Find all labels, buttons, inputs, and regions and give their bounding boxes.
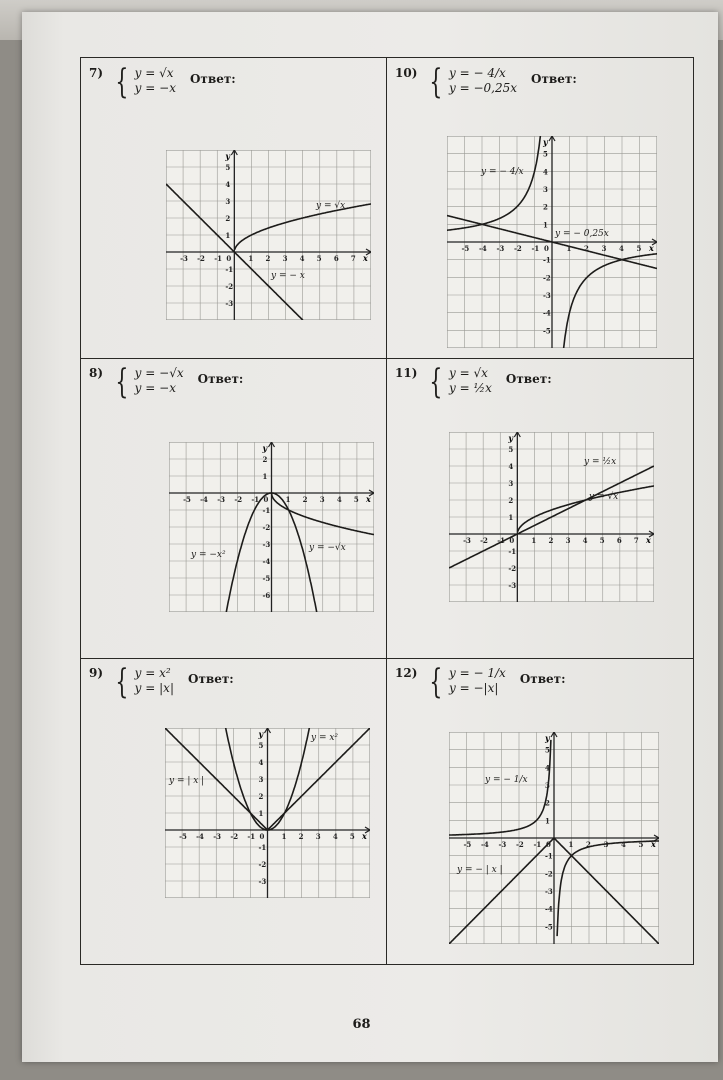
x-tick-label: 0 [259,832,265,841]
system-brace: { [429,662,443,702]
x-tick-label: 3 [565,536,571,545]
coordinate-grid-graph [166,150,371,320]
workbook-page [22,12,718,1062]
y-tick-label: 5 [258,741,264,750]
curve-label-2: y = √x [589,492,619,502]
x-tick-label: 2 [265,254,271,263]
problem-number: 8) [89,366,104,380]
x-tick-label: 4 [619,244,624,253]
y-tick-label: -5 [543,326,551,336]
equation-2: y = −0,25x [449,81,518,95]
x-tick-label: -4 [479,244,487,253]
curve-label-2: y = | x | [169,776,205,786]
x-tick-label: 1 [281,832,287,841]
x-tick-label: 4 [582,536,588,545]
problem-number: 12) [395,666,418,680]
x-tick-label: 7 [350,254,356,263]
equation-2: y = −x [134,81,176,95]
graph-container [449,432,654,606]
y-tick-label: -4 [543,308,551,318]
y-tick-label: 1 [225,231,231,240]
problem-cell-5 [81,658,386,958]
curve-label-2: y = −√x [309,543,346,553]
y-tick-label: 4 [508,462,514,471]
x-axis-label: x [649,243,654,253]
x-tick-label: -2 [230,832,239,841]
answer-label: Ответ: [505,372,552,386]
x-tick-label: -1 [214,254,223,263]
y-tick-label: 5 [543,149,548,159]
curve-label-1: y = ½x [584,457,617,467]
y-tick-label: -2 [225,282,234,291]
x-tick-label: 1 [285,495,291,504]
equation-1: y = √x [449,366,488,380]
equation-2: y = −x [134,381,176,395]
answer-label: Ответ: [531,72,577,86]
x-tick-label: 0 [263,495,269,504]
x-tick-label: -2 [234,495,243,504]
x-tick-label: -5 [461,244,470,253]
x-tick-label: 1 [568,840,574,849]
y-tick-label: 4 [545,763,550,773]
y-tick-label: 4 [258,758,264,767]
problem-cell-1 [81,58,386,358]
y-tick-label: -3 [225,299,234,308]
x-tick-label: 3 [282,254,288,263]
y-tick-label: -1 [543,255,551,265]
x-tick-label: 4 [299,254,305,263]
problem-cell-6 [387,658,692,958]
x-tick-label: 2 [302,495,308,504]
x-tick-label: -1 [497,536,506,545]
curve-label-1: y = −x² [191,550,226,560]
x-tick-label: 5 [636,244,642,253]
x-tick-label: 3 [315,832,321,841]
y-tick-label: 3 [543,185,548,194]
answer-label: Ответ: [197,372,244,386]
x-tick-label: -2 [514,244,522,253]
x-axis-label: x [362,831,367,841]
x-axis-label: x [651,839,656,849]
y-tick-label: -3 [543,291,551,300]
y-tick-label: 3 [545,781,550,790]
x-tick-label: -5 [183,495,191,504]
equation-1: y = − 1/x [449,666,506,680]
y-tick-label: 3 [225,197,231,206]
problem-table [80,57,694,965]
y-tick-label: -2 [508,564,517,573]
y-tick-label: -5 [262,574,271,583]
y-tick-label: 1 [262,472,268,481]
y-tick-label: -1 [258,843,267,852]
y-tick-label: -2 [258,860,267,869]
problem-number: 10) [395,66,418,80]
curve-label-1: y = − 4/x [481,167,524,177]
x-tick-label: -2 [197,254,205,263]
equation-1: y = √x [134,66,174,80]
x-tick-label: -1 [251,495,260,504]
x-tick-label: 1 [248,254,254,263]
y-tick-label: -2 [545,869,553,879]
equation-2: y = |x| [134,681,174,695]
y-tick-label: -4 [545,904,553,914]
y-tick-label: -3 [545,887,553,896]
x-tick-label: -1 [533,840,542,849]
y-tick-label: -1 [508,547,517,556]
system-brace: { [115,362,129,402]
y-tick-label: 1 [508,513,514,522]
x-tick-label: -4 [196,832,204,841]
y-tick-label: 2 [508,496,514,505]
y-tick-label: 2 [225,214,231,223]
equation-1: y = −√x [134,366,184,380]
problem-number: 9) [89,666,104,680]
y-tick-label: -5 [545,922,553,932]
x-tick-label: -3 [217,495,226,504]
equation-system [449,366,492,396]
y-tick-label: 2 [543,202,548,212]
answer-label: Ответ: [519,672,566,686]
x-tick-label: 5 [353,495,359,504]
y-tick-label: -1 [225,265,234,274]
equation-2: y = ½x [449,381,492,395]
x-tick-label: 2 [584,244,589,253]
x-tick-label: 5 [316,254,322,263]
x-tick-label: 5 [599,536,605,545]
y-tick-label: 2 [262,455,268,464]
problem-cell-2 [387,58,692,358]
y-tick-label: -4 [262,557,271,566]
y-tick-label: 2 [258,792,264,801]
x-tick-label: -2 [480,536,488,545]
y-tick-label: 5 [508,445,514,454]
equation-1: y = x² [134,666,171,680]
y-tick-label: 5 [225,163,231,172]
problem-cell-3 [81,358,386,658]
x-tick-label: 3 [319,495,325,504]
x-tick-label: -5 [463,840,472,849]
x-tick-label: 2 [298,832,304,841]
problem-statement [395,362,552,402]
y-tick-label: -1 [262,506,271,515]
y-tick-label: 4 [225,180,231,189]
x-axis-label: x [363,253,368,263]
y-tick-label: -1 [545,851,553,861]
x-tick-label: 5 [349,832,355,841]
y-tick-label: 1 [545,816,550,826]
curve-label-2: y = − | x | [457,865,503,875]
x-tick-label: 0 [546,840,551,849]
curve-label-1: y = − 1/x [485,775,528,785]
problem-statement [395,62,577,102]
graph-container [166,150,371,324]
equation-system [135,66,176,96]
x-tick-label: 2 [586,840,591,849]
x-tick-label: 6 [333,254,339,263]
y-tick-label: 2 [545,798,550,808]
x-tick-label: 4 [336,495,342,504]
y-tick-label: -2 [543,273,551,283]
y-tick-label: 1 [543,220,548,230]
y-tick-label: -3 [258,877,267,886]
problem-number: 11) [395,366,418,380]
y-tick-label: 1 [258,809,264,818]
x-tick-label: 1 [566,244,572,253]
problem-number: 7) [89,66,104,80]
answer-label: Ответ: [189,72,236,86]
y-tick-label: 3 [258,775,264,784]
system-brace: { [429,62,443,102]
curve-label-1: y = x² [311,733,339,743]
x-tick-label: 0 [509,536,515,545]
graph-container [169,442,374,616]
x-tick-label: 4 [621,840,626,849]
x-tick-label: -4 [481,840,489,849]
equation-system [449,666,506,696]
graph-container [447,136,657,352]
x-tick-label: 0 [544,244,549,253]
curve-label-2: y = − x [271,271,305,281]
x-tick-label: -2 [516,840,524,849]
coordinate-grid-graph [449,432,654,602]
y-tick-label: 4 [543,167,548,177]
coordinate-grid-graph [169,442,374,612]
problem-cell-4 [387,358,692,658]
x-tick-label: -3 [463,536,471,545]
y-axis-label: y [225,151,230,161]
x-tick-label: 6 [616,536,622,545]
y-axis-label: y [543,137,548,147]
y-axis-label: y [262,443,268,453]
x-tick-label: -3 [496,244,505,253]
y-tick-label: -6 [262,591,271,600]
equation-system [135,666,174,696]
problem-statement [89,662,234,702]
system-brace: { [115,62,129,102]
system-brace: { [429,362,443,402]
y-axis-label: y [508,433,513,443]
problem-statement [395,662,566,702]
x-tick-label: 0 [226,254,232,263]
problem-statement [89,62,236,102]
graph-container [165,728,370,902]
curve-label-1: y = √x [316,201,346,211]
x-tick-label: -3 [213,832,222,841]
x-tick-label: 3 [603,840,609,849]
x-axis-label: x [366,494,371,504]
y-tick-label: -2 [262,523,271,532]
coordinate-grid-graph [447,136,657,348]
page-number: 68 [352,1017,371,1032]
x-tick-label: 3 [601,244,607,253]
x-tick-label: 7 [633,536,639,545]
answer-label: Ответ: [188,672,234,686]
curve-label-2: y = − 0,25x [555,229,609,239]
equation-system [449,66,517,96]
system-brace: { [115,662,129,702]
x-tick-label: -1 [247,832,256,841]
equation-system [135,366,184,396]
coordinate-grid-graph [449,732,659,944]
x-tick-label: 1 [531,536,537,545]
x-tick-label: 4 [332,832,338,841]
y-tick-label: -3 [262,540,271,549]
y-axis-label: y [258,729,264,739]
y-tick-label: -3 [508,581,517,590]
x-tick-label: 2 [548,536,554,545]
x-tick-label: -5 [179,832,187,841]
graph-container [449,732,659,948]
x-tick-label: -3 [498,840,507,849]
y-tick-label: 3 [508,479,514,488]
x-tick-label: -4 [200,495,208,504]
y-axis-label: y [545,733,550,743]
y-tick-label: 5 [545,745,550,755]
equation-1: y = − 4/x [449,66,506,80]
equation-2: y = −|x| [449,681,499,695]
coordinate-grid-graph [165,728,370,898]
x-tick-label: -1 [531,244,540,253]
x-axis-label: x [646,535,651,545]
x-tick-label: -3 [180,254,188,263]
problem-statement [89,362,244,402]
x-tick-label: 5 [638,840,644,849]
